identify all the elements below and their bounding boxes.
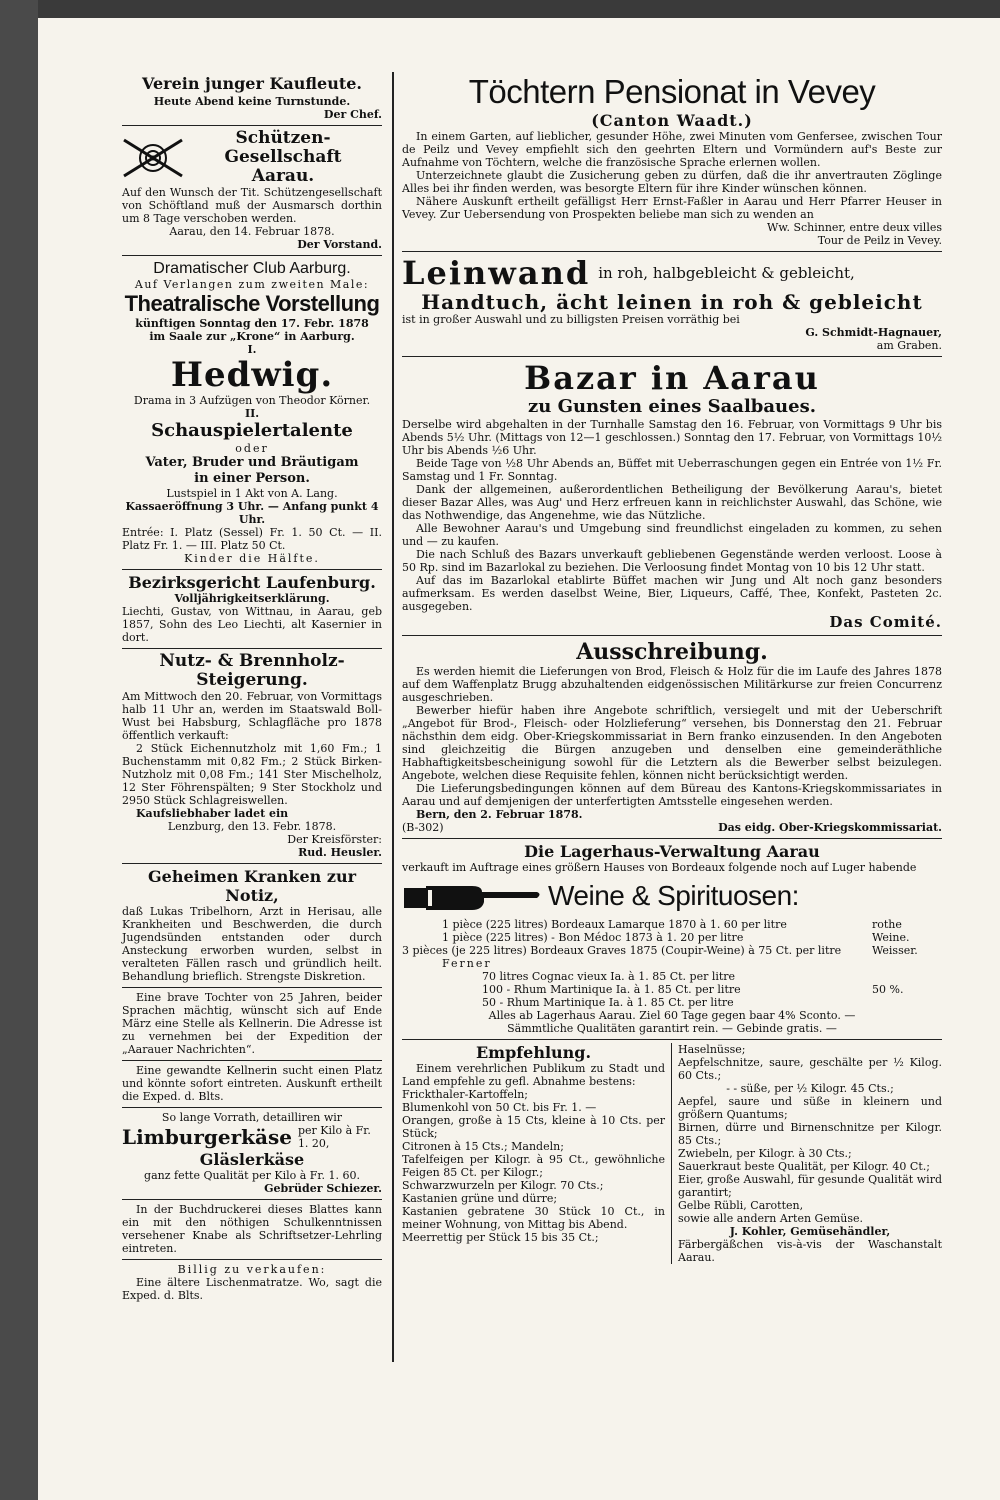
bezirk-sub: Volljährigkeitserklärung. (174, 592, 330, 605)
lagerhaus-foot2: Sämmtliche Qualitäten garantirt rein. — Gebinde gratis. — (507, 1022, 837, 1035)
bazar-p4: Alle Bewohner Aarau's und Umgebung sind freundlichst eingeladen zu kommen, zu sehen und — zu kaufen. (402, 522, 942, 548)
schuetzen-text: Auf den Wunsch der Tit. Schützengesellschaft von Schöftland muß der Ausmarsch dorthin um 8 Tage verschoben werden. (122, 186, 382, 225)
leinwand-text: ist in großer Auswahl und zu billigsten Preisen vorräthig bei (402, 313, 740, 326)
schuetzen-sign: Der Vorstand. (297, 238, 382, 251)
leinwand-row (402, 255, 942, 291)
nutz-invite: Kaufsliebhaber ladet ein (136, 807, 289, 820)
dramatischer-line2: künftigen Sonntag den 17. Febr. 1878 (135, 317, 369, 330)
dramatischer-line3: im Saale zur „Krone“ in Aarburg. (149, 330, 355, 343)
ausschreibung-p1: Es werden hiemit die Lieferungen von Brod, Fleisch & Holz für die im Laufe des Jahres 1878 auf dem Waffenplatz Brugg abzuhaltenden eidgenössischen Militärkurse zur freien Concurrenz ausgeschrieben. (402, 665, 942, 704)
play-vater: Vater, Bruder und Bräutigam (145, 455, 359, 470)
wine-3: 3 pièces (je 225 litres) Bordeaux Graves 1875 (Coupir-Weine) à 75 Ct. per litre (402, 944, 842, 957)
play-person: in einer Person. (194, 471, 310, 486)
schuetzen-header (122, 129, 382, 186)
ad-billig (122, 1260, 382, 1306)
ferner-row (402, 957, 942, 970)
ferner-label: Ferner (442, 957, 492, 970)
pensionat-sign1: Ww. Schinner, entre deux villes (767, 221, 942, 234)
ad-schuetzen (122, 126, 382, 256)
pensionat-p2: Unterzeichnete glaubt die Zusicherung geben zu dürfen, daß die ihr anvertrauten Zöglinge Alles bei ihr finden werden, was besorgte Eltern für ihre Kinder wünschen können. (402, 169, 942, 195)
ad-dramatischer (122, 256, 382, 570)
empf-item: sowie alle andern Arten Gemüse. (678, 1212, 864, 1225)
ausschreibung-date: Bern, den 2. Februar 1878. (416, 808, 583, 821)
pointing-hand-icon (402, 876, 542, 916)
dramatischer-line1: Auf Verlangen zum zweiten Male: (134, 278, 370, 291)
leinwand-place: am Graben. (876, 339, 942, 352)
leinwand-big: Leinwand (402, 254, 591, 292)
ad-leinwand (402, 252, 942, 357)
schuetzen-title-2: Aarau. (251, 166, 315, 186)
limburger-row (122, 1124, 382, 1150)
spirit-3: 50 - Rhum Martinique Ia. à 1. 85 Ct. per litre (482, 996, 734, 1009)
leinwand-sign: G. Schmidt-Hagnauer, (805, 326, 942, 339)
wine-row (402, 944, 942, 957)
kellnerin-text: Eine gewandte Kellnerin sucht einen Platz und könnte sofort eintreten. Auskunft ertheilt die Exped. d. Blts. (122, 1064, 382, 1103)
empf-item: Blumenkohl von 50 Ct. bis Fr. 1. — (402, 1101, 597, 1114)
pensionat-sign2: Tour de Peilz in Vevey. (817, 234, 942, 247)
target-rifles-icon (122, 136, 184, 180)
empf-item: Haselnüsse; (678, 1043, 746, 1056)
ad-bezirksgericht (122, 570, 382, 649)
empf-item: Meerrettig per Stück 15 bis 35 Ct.; (402, 1231, 599, 1244)
ausschreibung-title: Ausschreibung. (576, 639, 768, 665)
pensionat-sub: (Canton Waadt.) (591, 111, 753, 130)
lagerhaus-title: Die Lagerhaus-Verwaltung Aarau (524, 842, 820, 861)
dramatischer-title2: Theatralische Vorstellung (124, 291, 380, 316)
ausschreibung-p3: Die Lieferungsbedingungen können auf dem Büreau des Kantons-Kriegskommissariates in Aarau und auf demjenigen der unterfertigten Amtsstelle eingesehen werden. (402, 782, 942, 808)
ad-kellnerin (122, 1061, 382, 1108)
scan-top-edge (0, 0, 1000, 18)
empf-item: Tafelfeigen per Kilogr. à 95 Ct., gewöhnliche Feigen 85 Ct. per Kilogr.; (402, 1153, 665, 1179)
ad-pensionat (402, 70, 942, 252)
ad-empfehlung (402, 1040, 942, 1268)
empf-item: Gelbe Rübli, Carotten, (678, 1199, 804, 1212)
scan-left-edge (0, 0, 38, 1500)
tochter-text: Eine brave Tochter von 25 Jahren, beider Sprachen mächtig, wünscht sich auf Ende März eine Stelle als Kellnerin. Die Adresse ist zu vernehmen bei der Expedition der „Aarauer Nachrichten“. (122, 991, 382, 1056)
ad-verein (122, 70, 382, 126)
nutz-role: Der Kreisförster: (287, 833, 382, 846)
limburger-price1: per Kilo à Fr. 1. 20, (297, 1124, 371, 1150)
empfehlung-columns (402, 1043, 942, 1264)
empfehlung-left (402, 1043, 672, 1264)
wine-1-note: rothe (872, 918, 902, 931)
empfehlung-place: Färbergäßchen vis-à-vis der Waschanstalt Aarau. (678, 1238, 942, 1264)
lagerhaus-text: verkauft im Auftrage eines größern Hauses von Bordeaux folgende noch auf Luger habende (402, 861, 917, 874)
ad-ausschreibung (402, 636, 942, 839)
spirit-2: 100 - Rhum Martinique Ia. à 1. 85 Ct. per litre (482, 983, 741, 996)
empf-item: Frickthaler-Kartoffeln; (402, 1088, 529, 1101)
ad-nutzholz (122, 649, 382, 864)
billig-text: Eine ältere Lischenmatratze. Wo, sagt die Exped. d. Blts. (122, 1276, 382, 1302)
verein-line: Heute Abend keine Turnstunde. (153, 95, 351, 108)
spirit-row (402, 970, 942, 983)
wine-row (402, 931, 942, 944)
leinwand-line2: Handtuch, ächt leinen in roh & gebleicht (421, 290, 923, 314)
lagerhaus-foot1: Alles ab Lagerhaus Aarau. Ziel 60 Tage gegen baar 4% Sconto. — (488, 1009, 856, 1022)
ausschreibung-sign: Das eidg. Ober-Kriegskommissariat. (718, 821, 942, 834)
nutz-text: Am Mittwoch den 20. Februar, von Vormittags halb 11 Uhr an, werden im Staatswald Boll-Wust bei Habsburg, Schlagfläche pro 1878 öffentlich verkauft: (122, 690, 382, 742)
play-desc2: Lustspiel in 1 Akt von A. Lang. (166, 487, 338, 500)
wine-3-note: Weisser. (872, 944, 918, 957)
pensionat-title: Töchtern Pensionat in Vevey (468, 73, 876, 110)
play-schauspielertalente: Schauspielertalente (151, 420, 353, 441)
empf-item: Aepfel, saure und süße in kleinern und größern Quantums; (678, 1095, 942, 1121)
ausschreibung-p2: Bewerber hiefür haben ihre Angebote schriftlich, versiegelt und mit der Ueberschrift „Angebot für Brod-, Fleisch- oder Holzlieferung“ versehen, bis Donnerstag den 21. Februar nächsthin dem eidg. Ober-Kriegskommissariat in Bern franko einzusenden. In den Angeboten sind gleichzeitig die Bürgen anzugeben und denselben eine gemeinderäthliche Habhaftigkeitsbescheinigung sowohl für die Letztern als die Bewerber selbst beizulegen. Angebote, welchen diese Requisite fehlen, können nicht berücksichtigt werden. (402, 704, 942, 782)
dramatischer-num2: II. (244, 407, 260, 420)
nutz-items: 2 Stück Eichennutzholz mit 1,60 Fm.; 1 Buchenstamm mit 0,82 Fm.; 2 Stück Birken-Nutzholz mit 0,08 Fm.; 141 Ster Mischelholz, 12 Ster Föhrenspälten; 9 Ster Stockholz und 2950 Stück Schlagreiswellen. (122, 742, 382, 807)
empf-item: Kastanien gebratene 30 Stück 10 Ct., in meiner Wohnung, von Mittag bis Abend. (402, 1205, 665, 1231)
dramatischer-kinder: Kinder die Hälfte. (184, 552, 320, 565)
nutz-title: Nutz- & Brennholz-Steigerung. (159, 651, 345, 690)
ad-limburger (122, 1108, 382, 1200)
buchdruck-text: In der Buchdruckerei dieses Blattes kann ein mit den nöthigen Schulkenntnissen versehener Knabe als Schriftsetzer-Lehrling eintreten. (122, 1203, 382, 1255)
column-divider (392, 72, 394, 1362)
billig-title: Billig zu verkaufen: (177, 1263, 327, 1276)
dramatischer-entree: Entrée: I. Platz (Sessel) Fr. 1. 50 Ct. — II. Platz Fr. 1. — III. Platz 50 Ct. (122, 526, 382, 552)
bazar-sign: Das Comité. (829, 613, 942, 631)
ad-lagerhaus (402, 839, 942, 1040)
limburger-price2: ganz fette Qualität per Kilo à Fr. 1. 60. (144, 1169, 360, 1182)
dramatischer-kasse: Kassaeröffnung 3 Uhr. — Anfang punkt 4 Uhr. (125, 500, 379, 526)
lagerhaus-banner (402, 876, 942, 916)
pensionat-p3: Nähere Auskunft ertheilt gefälligst Herr Ernst-Faßler in Aarau und Herr Pfarrer Heuser in Vevey. Zur Uebersendung von Prospekten beliebe man sich zu wenden an (402, 195, 942, 221)
empf-item: Citronen à 15 Cts.; Mandeln; (402, 1140, 564, 1153)
ad-bazar (402, 357, 942, 636)
wine-row (402, 918, 942, 931)
bezirk-text: Liechti, Gustav, von Wittnau, in Aarau, geb 1857, Sohn des Leo Liechti, alt Kasernier in dort. (122, 605, 382, 644)
schuetzen-date: Aarau, den 14. Februar 1878. (169, 225, 335, 238)
ausschreibung-footer (402, 821, 942, 834)
schuetzen-title: Schützen-Gesellschaft (224, 128, 342, 167)
right-column (402, 70, 942, 1268)
bezirk-title: Bezirksgericht Laufenburg. (128, 573, 376, 592)
limburger-line1: So lange Vorrath, detailliren wir (161, 1111, 343, 1124)
empf-item: Eier, große Auswahl, für gesunde Qualität wird garantirt; (678, 1173, 942, 1199)
bazar-title: Bazar in Aarau (524, 359, 820, 397)
limburger-title2: Gläslerkäse (199, 1150, 305, 1169)
empf-item: Sauerkraut beste Qualität, per Kilogr. 40 Ct.; (678, 1160, 930, 1173)
empfehlung-intro: Einem verehrlichen Publikum zu Stadt und Land empfehle zu gefl. Abnahme bestens: (402, 1062, 665, 1088)
bazar-p2: Beide Tage von ½8 Uhr Abends an, Büffet mit Ueberraschungen gegen ein Entrée von 1½ Fr. Samstag und 1 Fr. Sonntag. (402, 457, 942, 483)
spirit-row (402, 983, 942, 996)
spirit-row (402, 996, 942, 1009)
bazar-p6: Auf das im Bazarlokal etablirte Büffet machen wir Jung und Alt noch ganz besonders aufmerksam. Es werden daselbst Weine, Bier, Liqueurs, Caffé, Thee, Konfekt, Pasteten 2c. ausgegeben. (402, 574, 942, 613)
ad-tochter (122, 988, 382, 1061)
empfehlung-sign: J. Kohler, Gemüsehändler, (729, 1225, 891, 1238)
dramatischer-title: Dramatischer Club Aarburg. (153, 260, 351, 277)
verein-sign: Der Chef. (323, 108, 382, 121)
play-hedwig-desc: Drama in 3 Aufzügen von Theodor Körner. (133, 394, 371, 407)
geheim-title: Geheimen Kranken zur Notiz, (148, 867, 356, 905)
bazar-sub: zu Gunsten eines Saalbaues. (528, 396, 816, 417)
lagerhaus-big: Weine & Spirituosen: (548, 880, 799, 911)
spirit-1: 70 litres Cognac vieux Ia. à 1. 85 Ct. per litre (482, 970, 736, 983)
play-oder: oder (235, 442, 269, 455)
ad-buchdruckerei (122, 1200, 382, 1260)
spirit-percent: 50 %. (872, 983, 904, 996)
left-column (122, 70, 382, 1306)
ausschreibung-code: (B-302) (402, 821, 444, 834)
empf-item: Schwarzwurzeln per Kilogr. 70 Cts.; (402, 1179, 604, 1192)
empfehlung-right (672, 1043, 942, 1264)
bazar-p1: Derselbe wird abgehalten in der Turnhalle Samstag den 16. Februar, von Vormittags 9 Uhr bis Abends 5½ Uhr. (Mittags von 12—1 geschlossen.) Sonntag den 17. Februar, von Vormittags 10½ Uhr bis Abends ½6 Uhr. (402, 418, 942, 457)
limburger-title: Limburgerkäse (122, 1125, 292, 1149)
dramatischer-num1: I. (247, 343, 257, 356)
wine-table (402, 918, 942, 1009)
nutz-date: Lenzburg, den 13. Febr. 1878. (167, 820, 337, 833)
nutz-sign: Rud. Heusler. (298, 846, 382, 859)
verein-title: Verein junger Kaufleute. (142, 74, 362, 93)
wine-2-note: Weine. (872, 931, 910, 944)
empf-item: Aepfelschnitze, saure, geschälte per ½ Kilog. 60 Cts.; (678, 1056, 942, 1082)
leinwand-rest: in roh, halbgebleicht & gebleicht, (598, 264, 855, 282)
empf-item: Birnen, dürre und Birnenschnitze per Kilogr. 85 Cts.; (678, 1121, 942, 1147)
empf-item: Zwiebeln, per Kilogr. à 30 Cts.; (678, 1147, 852, 1160)
ad-geheim (122, 864, 382, 988)
pensionat-p1: In einem Garten, auf lieblicher, gesunder Höhe, zwei Minuten vom Genfersee, zwischen Tour de Peilz und Vevey empfiehlt sich den geehrten Eltern und Vormündern auf's Beste zur Aufnahme von Töchtern, welche die französische Sprache erlernen wollen. (402, 130, 942, 169)
wine-2: 1 pièce (225 litres) - Bon Médoc 1873 à 1. 20 per litre (442, 931, 744, 944)
empf-item: Orangen, große à 15 Cts, kleine à 10 Cts. per Stück; (402, 1114, 665, 1140)
limburger-sign: Gebrüder Schiezer. (264, 1182, 382, 1195)
wine-1: 1 pièce (225 litres) Bordeaux Lamarque 1870 à 1. 60 per litre (442, 918, 787, 931)
empf-item: Kastanien grüne und dürre; (402, 1192, 558, 1205)
bazar-p3: Dank der allgemeinen, außerordentlichen Betheiligung der Bevölkerung Aarau's, bietet dieser Bazar Alles, was Aug' und Herz erfreuen kann in reichlichster Auswahl, das Schöne, wie das Nothwendige, das Angenehme, wie das Nützliche. (402, 483, 942, 522)
geheim-text: daß Lukas Tribelhorn, Arzt in Herisau, alle Krankheiten und Beschwerden, die durch Jugendsünden entstanden oder durch Ansteckung erworben wurden, selbst in veralteten Fällen rasch und gründlich heilt. Behandlung brieflich. Strengste Diskretion. (122, 905, 382, 983)
empfehlung-title: Empfehlung. (475, 1043, 592, 1062)
play-hedwig: Hedwig. (170, 355, 334, 395)
empf-item: - - süße, per ½ Kilogr. 45 Cts.; (726, 1082, 894, 1095)
bazar-p5: Die nach Schluß des Bazars unverkauft gebliebenen Gegenstände werden verloost. Loose à 50 Rp. sind im Bazarlokal zu beziehen. Die Verloosung findet Montag von 10 bis 12 Uhr statt. (402, 548, 942, 574)
